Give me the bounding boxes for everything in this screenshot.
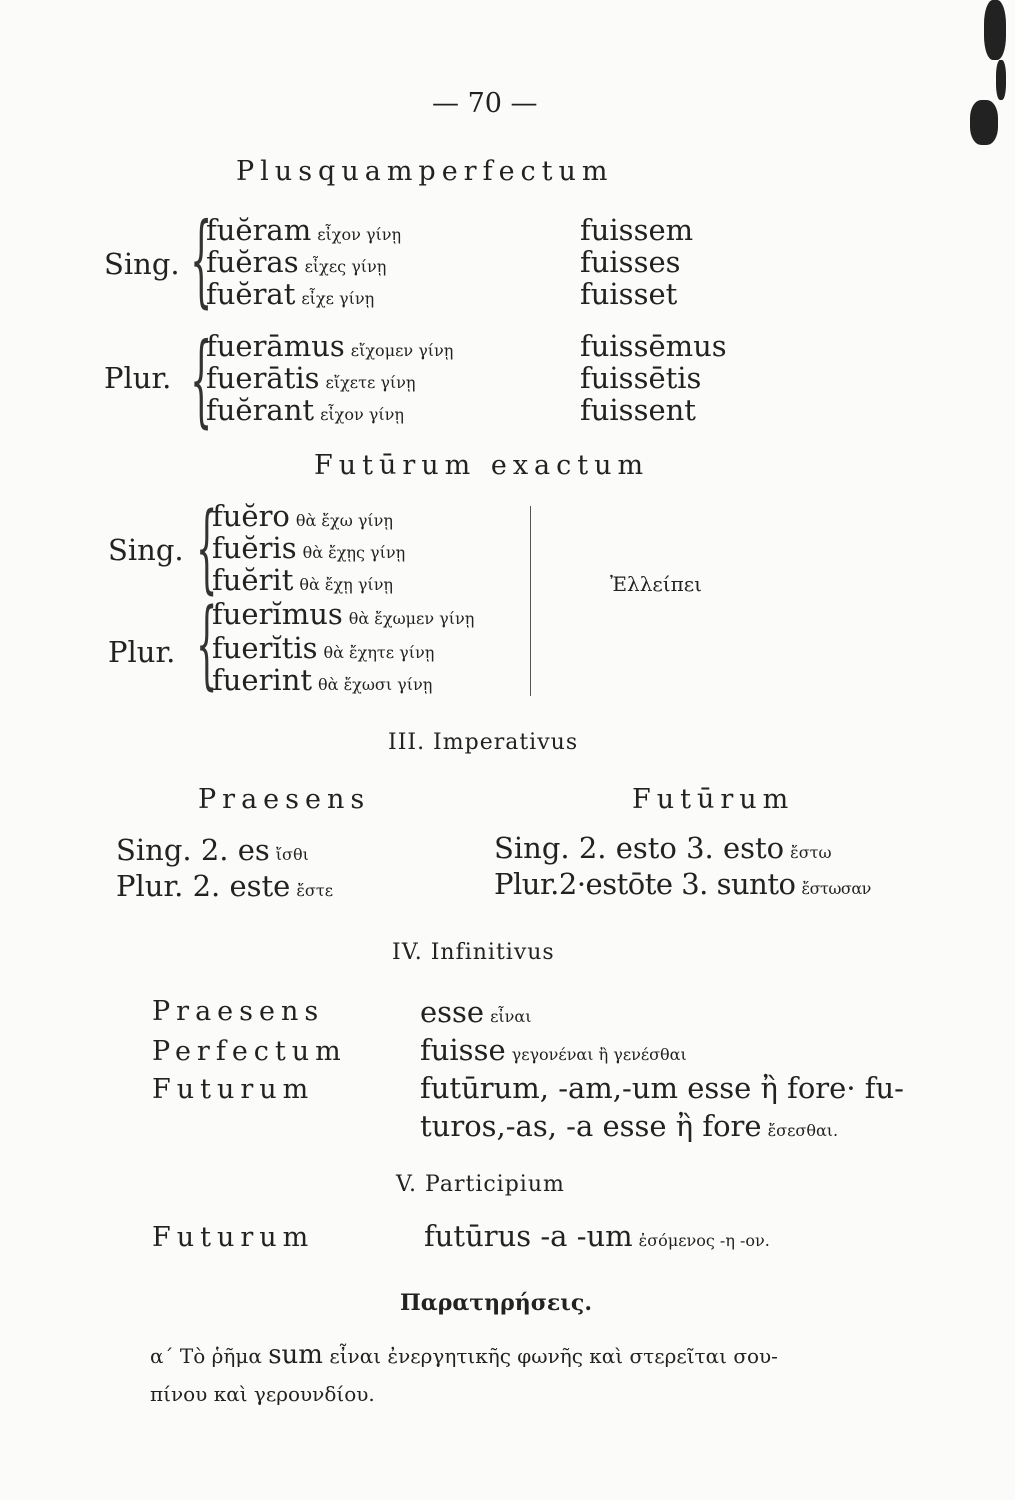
futex-plur-label: Plur. bbox=[108, 635, 176, 669]
futex-row: fuĕris θὰ ἔχῃς γίνῃ bbox=[212, 531, 406, 565]
participium-heading: V. Participium bbox=[396, 1172, 565, 1197]
futex-sing-brace: { bbox=[196, 492, 218, 604]
imperativus-praesens-title: Praesens bbox=[198, 784, 371, 815]
plusquam-row: fuĕras εἶχες γίνῃ bbox=[206, 245, 387, 279]
futex-plur-brace: { bbox=[196, 588, 218, 700]
futex-missing: Ἐλλείπει bbox=[610, 572, 702, 596]
imperativus-praesens-sing: Sing. 2. es ἴσθι bbox=[116, 833, 309, 867]
plusquam-row: fuĕram εἶχον γίνῃ bbox=[206, 213, 402, 247]
futex-row: fuerĭtis θὰ ἔχητε γίνῃ bbox=[212, 631, 435, 665]
remarks-title: Παρατηρήσεις. bbox=[400, 1290, 592, 1316]
futex-row: fuerint θὰ ἔχωσι γίνῃ bbox=[212, 663, 433, 697]
remarks-line-1: α΄ Τὸ ῥῆμα sum εἶναι ἐνεργητικῆς φωνῆς καὶ στερεῖται σου- bbox=[150, 1340, 778, 1370]
futex-right-bracket bbox=[530, 506, 531, 696]
plusquam-subj: fuissēmus bbox=[580, 329, 727, 363]
plusquam-sing-brace: { bbox=[190, 201, 213, 318]
plusquam-row: fuĕrat εἶχε γίνῃ bbox=[206, 277, 375, 311]
infinitivus-label: Futurum bbox=[152, 1074, 315, 1105]
page-number: — 70 — bbox=[432, 88, 538, 119]
futurum-exactum-title: Futūrum exactum bbox=[314, 450, 650, 481]
infinitivus-heading: IV. Infinitivus bbox=[392, 940, 555, 965]
plusquam-row: fuerāmus εἴχομεν γίνῃ bbox=[206, 329, 454, 363]
imperativus-futurum-sing: Sing. 2. esto 3. esto ἔστω bbox=[494, 831, 832, 865]
plusquam-row: fuerātis εἴχετε γίνῃ bbox=[206, 361, 416, 395]
futex-row: fuerĭmus θὰ ἔχωμεν γίνῃ bbox=[212, 597, 475, 631]
infinitivus-label: Perfectum bbox=[152, 1036, 347, 1067]
participium-label: Futurum bbox=[152, 1222, 315, 1253]
imperativus-heading: III. Imperativus bbox=[388, 730, 579, 755]
scan-stain bbox=[970, 100, 998, 145]
plusquam-subj: fuisses bbox=[580, 245, 681, 279]
plusquamperfectum-title: Plusquamperfectum bbox=[236, 156, 614, 187]
plusquam-sing-label: Sing. bbox=[104, 247, 180, 281]
plusquam-plur-brace: { bbox=[190, 321, 213, 438]
infinitivus-value: futūrum, -am,-um esse ἢ fore· fu- bbox=[420, 1071, 904, 1105]
plusquam-subj: fuissētis bbox=[580, 361, 702, 395]
plusquam-row: fuĕrant εἶχον γίνῃ bbox=[206, 393, 404, 427]
futex-row: fuĕrit θὰ ἔχῃ γίνῃ bbox=[212, 563, 393, 597]
scan-stain bbox=[996, 60, 1006, 100]
plusquam-subj: fuisset bbox=[580, 277, 678, 311]
futex-row: fuĕro θὰ ἔχω γίνῃ bbox=[212, 499, 393, 533]
remarks-line-2: πίνου καὶ γερουνδίου. bbox=[150, 1382, 375, 1406]
imperativus-futurum-title: Futūrum bbox=[632, 784, 795, 815]
scan-stain bbox=[984, 0, 1006, 60]
imperativus-futurum-plur: Plur.2·estōte 3. sunto ἔστωσαν bbox=[494, 867, 871, 901]
futex-sing-label: Sing. bbox=[108, 533, 184, 567]
imperativus-praesens-plur: Plur. 2. este ἔστε bbox=[116, 869, 333, 903]
infinitivus-value: fuisse γεγονέναι ἢ γενέσθαι bbox=[420, 1033, 687, 1067]
infinitivus-label: Praesens bbox=[152, 996, 325, 1027]
plusquam-subj: fuissem bbox=[580, 213, 694, 247]
infinitivus-continuation: turos,-as, -a esse ἢ fore ἔσεσθαι. bbox=[420, 1109, 839, 1143]
plusquam-subj: fuissent bbox=[580, 393, 696, 427]
plusquam-plur-label: Plur. bbox=[104, 361, 172, 395]
infinitivus-value: esse εἶναι bbox=[420, 995, 532, 1029]
participium-value: futūrus -a -um ἐσόμενος -η -ον. bbox=[424, 1219, 770, 1253]
